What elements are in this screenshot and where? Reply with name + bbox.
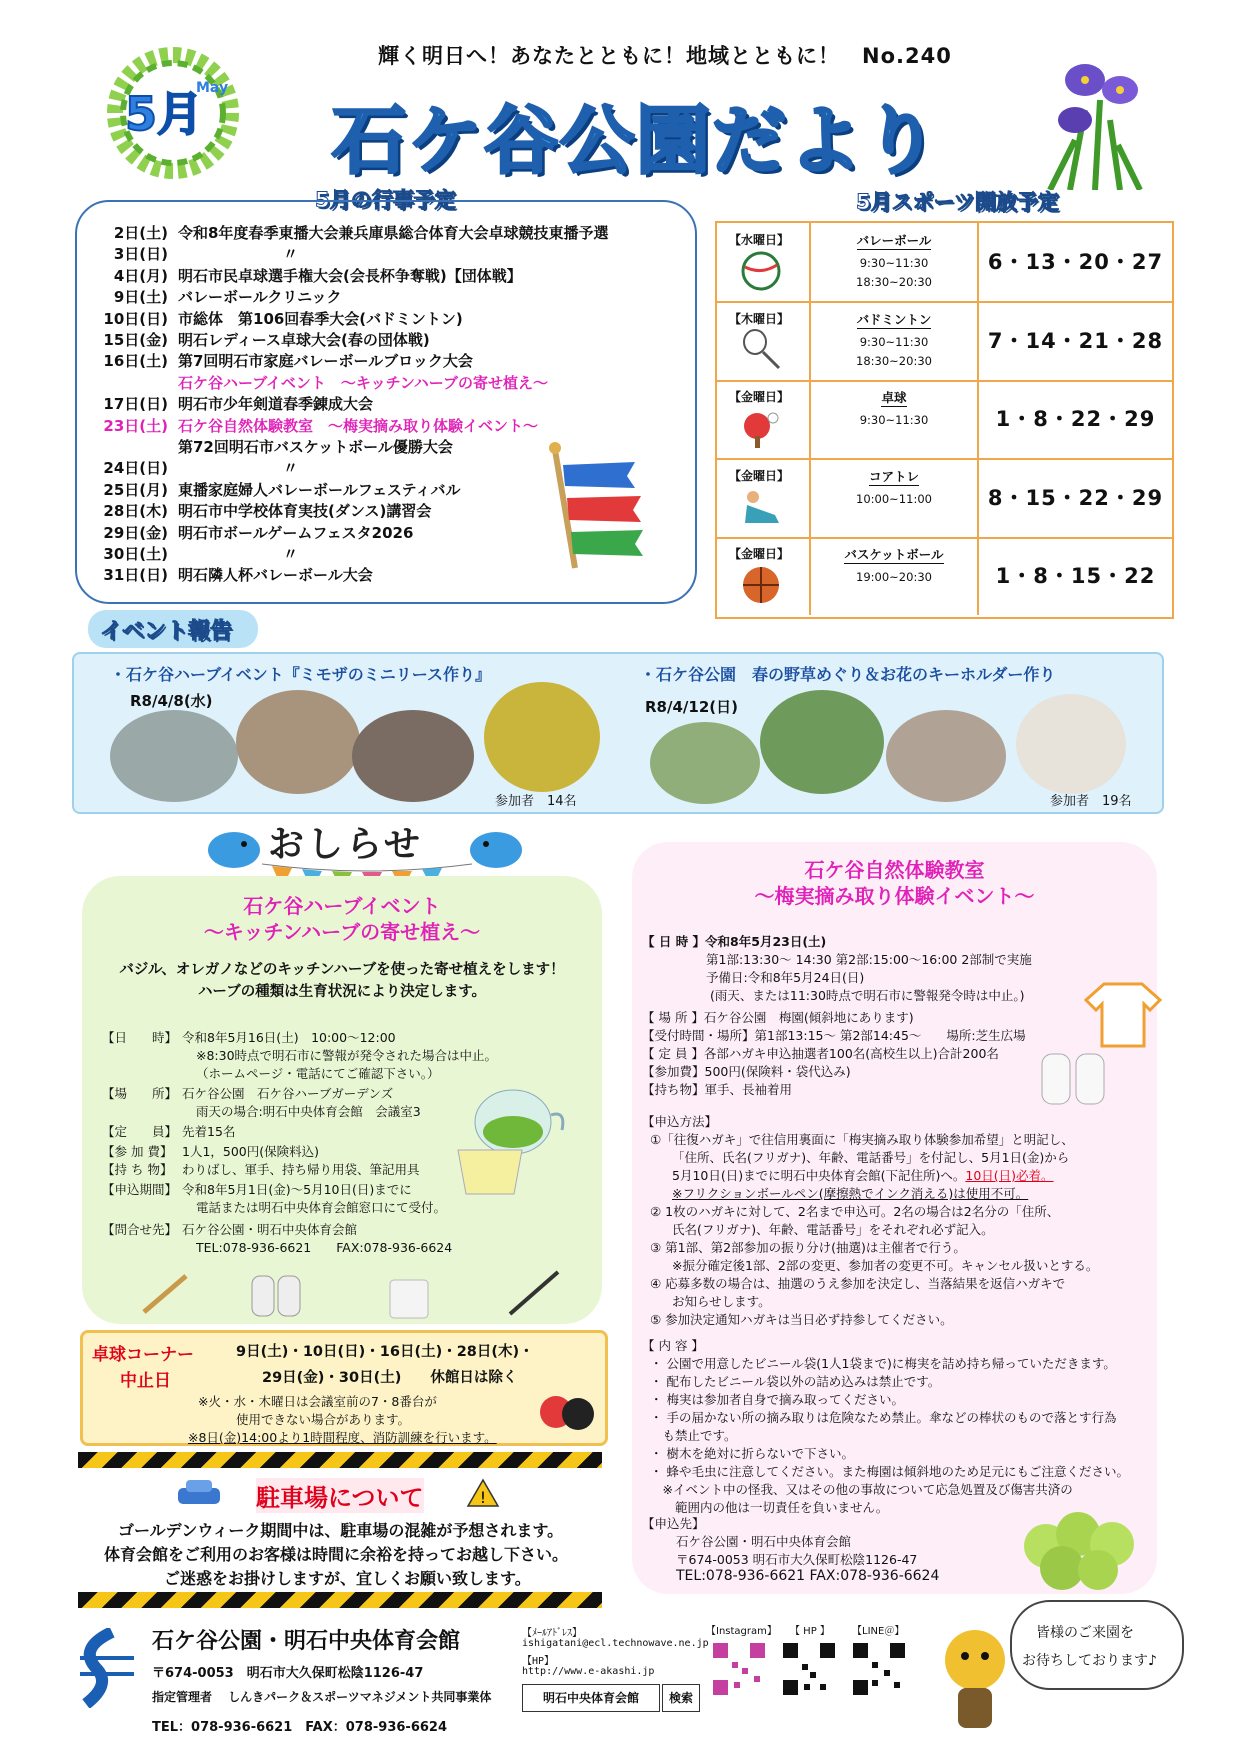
events-heading: 5月の行事予定	[315, 188, 456, 212]
herb-subtitle: ～キッチンハーブの寄せ植え～	[203, 920, 481, 944]
pingpong-note: ※火・水・木曜日は会議室前の7・8番台が	[198, 1394, 437, 1409]
hp-url[interactable]: http://www.e-akashi.jp	[522, 1666, 655, 1677]
herb-detail-label: 【場 所】	[102, 1086, 178, 1101]
herb-detail-label: 【持 ち 物】	[102, 1162, 173, 1177]
hazard-stripe	[78, 1452, 602, 1468]
koinobori-icon	[535, 440, 655, 570]
ume-contact-tel: TEL:078-936-6621 FAX:078-936-6624	[676, 1568, 940, 1584]
sports-dates: 6・13・20・27	[987, 250, 1164, 274]
ume-content-item: ・ 手の届かない所の摘み取りは危険なため禁止。傘などの棒状のもので落とす行為	[650, 1410, 1117, 1425]
event-date: 31日(日)	[103, 566, 168, 585]
instagram-qr-icon[interactable]	[710, 1640, 768, 1698]
event-date: 17日(日)	[103, 395, 168, 414]
event-text: 〃	[283, 459, 299, 478]
report-left-title: ・石ケ谷ハーブイベント『ミモザのミニリース作り』	[110, 665, 491, 684]
car-icon	[176, 1476, 222, 1510]
pen-icon	[504, 1266, 564, 1320]
ume-apply-1: ①「往復ハガキ」で往信用裏面に「梅実摘み取り体験参加希望」と明記し、	[650, 1132, 1074, 1147]
ume-apply-4: ④ 応募多数の場合は、抽選のうえ参加を決定し、当落結果を返信ハガキで	[650, 1276, 1066, 1291]
chopsticks-icon	[140, 1272, 190, 1316]
event-date: 30日(土)	[103, 545, 168, 563]
speech-bubble	[1010, 1600, 1184, 1690]
ume-deadline: 10日(日)必着。	[965, 1168, 1054, 1183]
parking-line: ご迷惑をお掛けしますが、宜しくお願い致します。	[164, 1569, 531, 1588]
event-row	[100, 222, 608, 243]
pingpong-dates-2: 29日(金)・30日(土) 休館日は除く	[262, 1370, 518, 1386]
ume-apply-1b: 「住所、氏名(フリガナ)、年齢、電話番号」を付記し、5月1日(金)から	[672, 1150, 1070, 1165]
event-date: 24日(日)	[103, 459, 168, 478]
volleyball-icon	[739, 249, 783, 293]
ume-title: 石ケ谷自然体験教室	[804, 858, 985, 882]
event-text: 石ケ谷ハーブイベント ～キッチンハーブの寄せ植え～	[178, 373, 549, 392]
event-text: バレーボールクリニック	[178, 288, 342, 307]
sports-info-cell	[811, 302, 979, 380]
svg-text:!: !	[479, 1488, 487, 1507]
sports-name: バスケットボール	[844, 547, 944, 562]
ume-apply-1c	[672, 1166, 1054, 1184]
event-text: 石ケ谷自然体験教室 ～梅実摘み取り体験イベント～	[178, 416, 539, 435]
sports-times	[811, 490, 977, 509]
search-box[interactable]: 明石中央体育会館	[522, 1684, 660, 1712]
ume-content-item: 範囲内の他は一切責任を負いません。	[650, 1500, 889, 1515]
event-text: 〃	[283, 245, 299, 264]
sports-row	[717, 302, 1172, 382]
ume-contact: 石ケ谷公園・明石中央体育会館	[676, 1534, 852, 1549]
badminton-icon	[739, 328, 783, 372]
shirt-icon	[1084, 980, 1162, 1048]
sports-info-cell	[811, 459, 979, 537]
parking-line: 体育会館をご利用のお客様は時間に余裕を持ってお越し下さい。	[104, 1545, 569, 1564]
mail-label: 【ﾒｰﾙｱﾄﾞﾚｽ】	[522, 1628, 582, 1639]
event-date	[100, 436, 168, 457]
hp-qr-label: 【 HP 】	[790, 1626, 830, 1637]
sports-time: 9:30~11:30	[859, 413, 929, 427]
ume-fruit-icon	[1016, 1496, 1146, 1592]
sports-dates: 1・8・15・22	[995, 564, 1156, 588]
ume-apply-2: ② 1枚のハガキに対して、2名まで申込可。2名の場合は2名分の「住所、	[650, 1204, 1060, 1219]
mail-address[interactable]: ishigatani@ecl.technowave.ne.jp	[522, 1638, 709, 1649]
sports-row	[717, 537, 1172, 615]
search-button[interactable]: 検索	[662, 1684, 700, 1712]
event-row	[100, 479, 460, 500]
hazard-stripe	[78, 1592, 602, 1608]
event-date: 9日(土)	[113, 288, 168, 307]
herb-detail-text: 令和8年5月16日(土) 10:00～12:00	[182, 1030, 396, 1045]
event-photo	[110, 710, 238, 802]
event-date: 10日(日)	[103, 309, 168, 328]
event-text: 明石市民卓球選手権大会(会長杯争奪戦)【団体戦】	[178, 266, 522, 285]
herb-detail-text: 先着15名	[182, 1124, 236, 1139]
herb-detail-label: 【問合せ先】	[102, 1222, 178, 1237]
ume-content-item: ・ 配布したビニール袋以外の詰め込みは禁止です。	[650, 1374, 941, 1389]
logo-icon	[72, 1628, 142, 1708]
event-photo	[650, 722, 760, 804]
sports-info-cell	[811, 380, 979, 458]
event-row	[100, 564, 373, 585]
slogan: 輝く明日へ！あなたとともに！地域とともに！ No.240	[378, 44, 952, 68]
sports-day: 【水曜日】	[729, 233, 790, 247]
instagram-label: 【Instagram】	[706, 1626, 777, 1637]
ume-date-note: (雨天、または11:30時点で明石市に警報発令時は中止。)	[710, 988, 1025, 1003]
parking-title: 駐車場について	[256, 1478, 424, 1513]
bird-icon	[466, 826, 526, 870]
event-text: 市総体 第106回春季大会(バドミントン)	[178, 309, 463, 328]
event-text: 第7回明石市家庭バレーボールブロック大会	[178, 352, 473, 371]
event-date: 4日(月)	[113, 266, 168, 285]
herb-detail-text: わりばし、軍手、持ち帰り用袋、筆記用具	[182, 1162, 420, 1177]
ume-apply-1d: ※フリクションボールペン(摩擦熱でインク消える)は使用不可。	[672, 1186, 1029, 1201]
mascot-icon	[930, 1620, 1020, 1740]
sports-dates: 1・8・22・29	[995, 407, 1156, 431]
event-date	[100, 372, 168, 393]
pingpong-note-3: ※8日(金)14:00より1時間程度、消防訓練を行います。	[188, 1430, 497, 1445]
gloves-icon	[246, 1266, 306, 1320]
sports-time: 10:00~11:00	[856, 491, 932, 506]
event-photo	[352, 710, 474, 802]
pingpong-note-2: 使用できない場合があります。	[236, 1412, 411, 1427]
ume-reception: 【受付時間・場所】第1部13:15～ 第2部14:45～ 場所:芝生広場	[642, 1028, 1026, 1043]
event-date: 2日(土)	[113, 224, 168, 242]
event-row	[100, 436, 453, 457]
ume-items: 【持ち物】軍手、長袖着用	[642, 1082, 793, 1097]
iris-flower-icon	[1030, 50, 1160, 190]
report-heading: イベント報告	[100, 619, 233, 644]
event-row	[100, 500, 431, 521]
event-photo	[1016, 694, 1126, 794]
event-date: 25日(月)	[103, 480, 168, 499]
sports-times	[811, 411, 977, 430]
report-right-date: R8/4/12(日)	[645, 698, 738, 716]
pingpong-label: 卓球コーナー	[92, 1345, 194, 1365]
herb-detail-text: ※8:30時点で明石市に警報が発令された場合は中止。	[196, 1048, 498, 1063]
herb-description-note: ハーブの種類は生育状況により決定します。	[197, 984, 487, 1000]
bubble-text: 皆様のご来園を	[1036, 1625, 1134, 1641]
footer-name: 石ケ谷公園・明石中央体育会館	[152, 1629, 461, 1654]
report-right-participants: 参加者 19名	[1050, 794, 1132, 809]
event-row	[100, 522, 413, 543]
sports-time: 19:00~20:30	[856, 570, 932, 584]
ume-content-item: ・ 梅実は参加者自身で摘み取ってください。	[650, 1392, 904, 1407]
hp-label: 【HP】	[522, 1656, 555, 1667]
sports-time: 9:30~11:30	[859, 256, 929, 270]
event-row	[100, 372, 548, 393]
report-right-title: ・石ケ谷公園 春の野草めぐり＆お花のキーホルダー作り	[640, 665, 1056, 684]
event-row	[100, 350, 473, 371]
line-qr-icon[interactable]	[850, 1640, 908, 1698]
event-date: 28日(木)	[103, 502, 168, 521]
herb-detail-label: 【定 員】	[102, 1124, 178, 1139]
line-label: 【LINE＠】	[852, 1626, 905, 1637]
ume-contact-heading: 【申込先】	[642, 1516, 705, 1531]
event-text: 明石隣人杯バレーボール大会	[178, 566, 373, 585]
gloves-icon	[1036, 1040, 1112, 1110]
teacup-icon	[450, 1140, 540, 1200]
herb-detail-text: 令和8年5月1日(金)～5月10日(日)までに	[182, 1182, 412, 1197]
sports-day: 【金曜日】	[729, 468, 790, 483]
ume-apply-2b: 氏名(フリガナ)、年齢、電話番号」をそれぞれ必ず記入。	[672, 1222, 994, 1237]
hp-qr-icon[interactable]	[780, 1640, 838, 1698]
sports-day-cell	[717, 537, 811, 615]
sports-day-cell	[717, 223, 811, 301]
bubble-text-2: お待ちしております♪	[1022, 1653, 1157, 1669]
event-row	[100, 415, 538, 436]
sports-name: 卓球	[881, 390, 907, 405]
herb-detail-label: 【参 加 費】	[102, 1144, 173, 1159]
warning-icon	[466, 1478, 500, 1508]
sports-day-cell	[717, 302, 811, 380]
sports-day: 【木曜日】	[729, 311, 790, 326]
event-row	[100, 329, 430, 350]
event-date: 16日(土)	[103, 352, 168, 371]
event-row	[100, 308, 463, 329]
sports-row	[717, 223, 1172, 303]
sports-name: バレーボール	[856, 233, 932, 248]
herb-title: 石ケ谷ハーブイベント	[243, 894, 441, 918]
herb-detail-text: TEL:078-936-6621 FAX:078-936-6624	[196, 1240, 453, 1255]
footer-address: 〒674-0053 明石市大久保町松陰1126-47	[152, 1666, 424, 1681]
ume-apply-5: ⑤ 参加決定通知ハガキは当日必ず持参してください。	[650, 1312, 953, 1327]
sports-info-cell	[811, 537, 979, 615]
sports-times	[811, 333, 977, 371]
ume-content-item: ・ 蜂や毛虫に注意してください。また梅園は傾斜地のため足元にもご注意ください。	[650, 1464, 1129, 1479]
herb-detail-label: 【申込期間】	[102, 1182, 178, 1197]
sports-day: 【金曜日】	[729, 390, 790, 404]
herb-detail-text: 1人1，500円(保険料込)	[182, 1144, 320, 1159]
ume-place: 【 場 所 】石ケ谷公園 梅園(傾斜地にあります)	[642, 1010, 914, 1025]
ume-content-item: ・ 樹木を絶対に折らないで下さい。	[650, 1446, 854, 1461]
sports-row	[717, 380, 1172, 460]
sports-row	[717, 459, 1172, 539]
event-row	[100, 393, 373, 414]
event-text: 明石市中学校体育実技(ダンス)講習会	[178, 502, 432, 521]
sports-name: バドミントン	[856, 311, 932, 327]
sports-time: 18:30~20:30	[856, 353, 932, 368]
event-text: 明石市少年剣道春季錬成大会	[178, 395, 374, 414]
sports-dates: 8・15・22・29	[987, 485, 1164, 510]
ume-content-item: ・ 公園で用意したビニール袋(1人1袋まで)に梅実を詰め持ち帰っていただきます。	[650, 1356, 1116, 1371]
herb-detail-text: 石ケ谷公園 石ケ谷ハーブガーデンズ	[182, 1086, 394, 1101]
sports-time: 9:30~11:30	[859, 334, 929, 349]
ume-apply-3b: ※振分確定後1部、2部の変更、参加者の変更不可。キャンセル扱いとする。	[672, 1258, 1099, 1273]
ume-apply-4b: お知らせします。	[672, 1294, 771, 1309]
event-text: 明石レディース卓球大会(春の団体戦)	[178, 331, 430, 349]
ume-capacity: 【 定 員 】各部ハガキ申込抽選者100名(高校生以上)合計200名	[642, 1046, 999, 1061]
event-date: 23日(土)	[103, 416, 168, 435]
ume-date: 【 日 時 】令和8年5月23日(土)	[642, 934, 827, 949]
sports-times	[811, 568, 977, 587]
event-text: 東播家庭婦人バレーボールフェスティバル	[178, 480, 461, 499]
pingpong-paddle-icon	[534, 1392, 598, 1438]
ume-content-item: ※イベント中の怪我、又はその他の事故について応急処置及び傷害共済の	[650, 1482, 1073, 1497]
ume-fee: 【参加費】500円(保険料・袋代込み)	[642, 1064, 851, 1079]
pingpong-dates: 9日(土)・10日(日)・16日(土)・28日(木)・	[236, 1344, 534, 1360]
event-photo	[236, 690, 360, 794]
pingpong-label-2: 中止日	[120, 1371, 171, 1391]
sports-day: 【金曜日】	[729, 547, 790, 561]
event-row	[100, 243, 298, 264]
ume-apply-heading: 【申込方法】	[642, 1114, 718, 1129]
basketball-icon	[739, 563, 783, 607]
sports-day-cell	[717, 459, 811, 537]
herb-detail-label: 【日 時】	[102, 1030, 178, 1045]
sports-info-cell	[811, 223, 979, 301]
ume-subtitle: ～梅実摘み取り体験イベント～	[754, 884, 1035, 908]
event-photo	[886, 710, 1006, 802]
notice-heading: おしらせ	[268, 824, 423, 865]
sports-dates: 7・14・21・28	[987, 328, 1164, 353]
event-date: 3日(日)	[113, 245, 168, 264]
event-date: 15日(金)	[103, 331, 168, 349]
month-en: May	[196, 80, 229, 96]
table-tennis-icon	[739, 406, 783, 450]
month-badge: 5月	[125, 87, 204, 141]
event-text: 第72回明石市バスケットボール優勝大会	[178, 438, 453, 456]
ume-date-backup: 予備日:令和8年5月24日(日)	[706, 970, 865, 985]
event-text: 令和8年度春季東播大会兼兵庫県総合体育大会卓球競技東播予選	[178, 224, 609, 242]
report-left-date: R8/4/8(水)	[130, 692, 213, 710]
sports-day-cell	[717, 380, 811, 458]
sports-name: コアトレ	[868, 468, 919, 484]
event-text: 明石市ボールゲームフェスタ2026	[178, 523, 414, 542]
event-row	[100, 286, 342, 307]
sports-times	[811, 254, 977, 292]
ume-date-sessions: 第1部:13:30～ 14:30 第2部:15:00～16:00 2部制で実施	[706, 952, 1032, 967]
ume-apply-3: ③ 第1部、第2部参加の振り分け(抽選)は主催者で行う。	[650, 1240, 966, 1255]
footer-manager: 指定管理者 しんきパーク＆スポーツマネジメント共同事業体	[152, 1690, 492, 1704]
parking-line: ゴールデンウィーク期間中は、駐車場の混雑が予想されます。	[118, 1521, 564, 1540]
ume-content-item: も禁止です。	[650, 1428, 737, 1443]
bird-icon	[204, 826, 264, 870]
core-training-icon	[739, 485, 783, 529]
herb-detail-text: 電話または明石中央体育会館窓口にて受付。	[196, 1200, 447, 1215]
herb-detail-text: （ホームページ・電話にてご確認下さい。）	[196, 1066, 440, 1081]
herb-detail-text: 雨天の場合:明石中央体育会館 会議室3	[196, 1104, 421, 1119]
event-photo	[760, 690, 884, 794]
event-row	[100, 457, 298, 478]
bag-icon	[384, 1266, 434, 1320]
page-title: 石ケ谷公園だより	[332, 98, 940, 184]
herb-detail-text: 石ケ谷公園・明石中央体育会館	[182, 1222, 358, 1237]
event-date: 29日(金)	[103, 523, 168, 542]
report-left-participants: 参加者 14名	[495, 794, 577, 809]
footer-tel: TEL：078-936-6621 FAX：078-936-6624	[152, 1720, 447, 1735]
sports-heading: 5月スポーツ開放予定	[856, 190, 1059, 214]
sports-time: 18:30~20:30	[856, 275, 932, 289]
event-row	[100, 265, 522, 286]
sports-table	[715, 221, 1174, 619]
herb-description: バジル、オレガノなどのキッチンハーブを使った寄せ植えをします！	[119, 962, 565, 978]
ume-content-heading: 【 内 容 】	[642, 1338, 704, 1353]
event-text: 〃	[283, 545, 299, 563]
event-row	[100, 543, 298, 564]
event-photo	[484, 682, 600, 792]
ume-contact-address: 〒674-0053 明石市大久保町松陰1126-47	[676, 1552, 918, 1567]
ume-apply-1c-text: 5月10日(日)までに明石中央体育会館(下記住所)へ。	[672, 1168, 966, 1183]
